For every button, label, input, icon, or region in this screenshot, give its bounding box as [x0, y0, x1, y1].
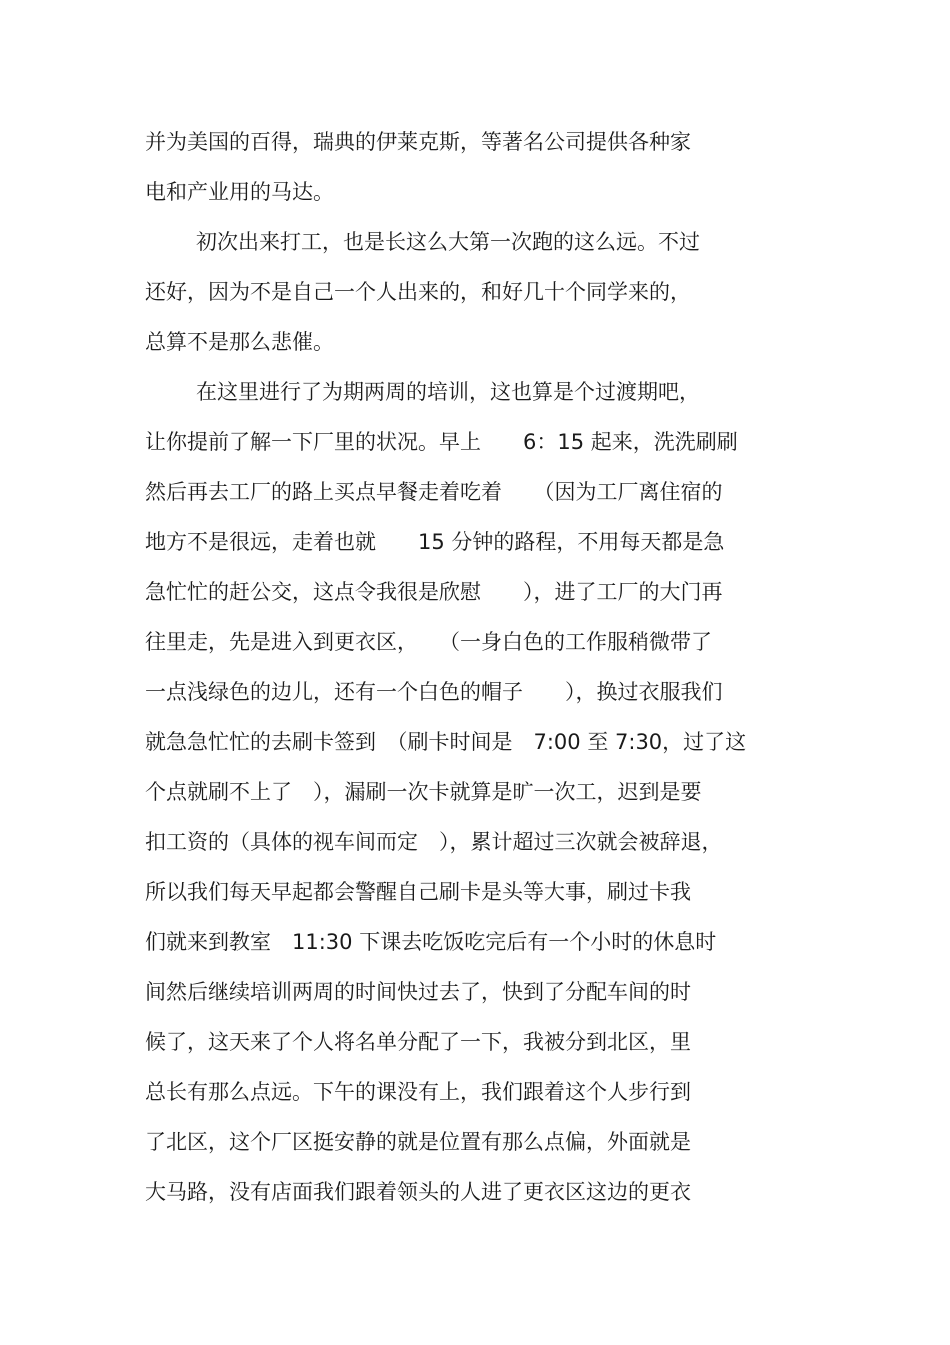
- text-line: 扣工资的（具体的视车间而定 ），累计超过三次就会被辞退，: [145, 830, 723, 854]
- text-line: 并为美国的百得，瑞典的伊莱克斯，等著名公司提供各种家: [145, 130, 691, 154]
- text-line: 所以我们每天早起都会警醒自己刷卡是头等大事，刷过卡我: [145, 880, 691, 904]
- text-line: 们就来到教室 11:30 下课去吃饭吃完后有一个小时的休息时: [145, 930, 717, 954]
- paragraph-first-line: 初次出来打工，也是长这么大第一次跑的这么远。不过: [196, 230, 700, 254]
- text-line: 总长有那么点远。下午的课没有上，我们跟着这个人步行到: [145, 1080, 691, 1104]
- text-line: 一点浅绿色的边儿，还有一个白色的帽子 ），换过衣服我们: [145, 680, 723, 704]
- text-line: 还好，因为不是自己一个人出来的，和好几十个同学来的，: [145, 280, 691, 304]
- text-line: 电和产业用的马达。: [145, 180, 334, 204]
- text-line: 往里走，先是进入到更衣区， （一身白色的工作服稍微带了: [145, 630, 712, 654]
- text-line: 让你提前了解一下厂里的状况。早上 6：15 起来，洗洗刷刷: [145, 430, 738, 454]
- text-line: 间然后继续培训两周的时间快过去了，快到了分配车间的时: [145, 980, 691, 1004]
- paragraph-first-line: 在这里进行了为期两周的培训，这也算是个过渡期吧，: [196, 380, 700, 404]
- text-line: 总算不是那么悲催。: [145, 330, 334, 354]
- text-line: 就急急忙忙的去刷卡签到 （刷卡时间是 7:00 至 7:30，过了这: [145, 730, 747, 754]
- text-line: 个点就刷不上了 ），漏刷一次卡就算是旷一次工，迟到是要: [145, 780, 702, 804]
- text-line: 大马路，没有店面我们跟着领头的人进了更衣区这边的更衣: [145, 1180, 691, 1204]
- text-line: 了北区，这个厂区挺安静的就是位置有那么点偏，外面就是: [145, 1130, 691, 1154]
- text-line: 候了，这天来了个人将名单分配了一下，我被分到北区，里: [145, 1030, 691, 1054]
- text-line: 地方不是很远，走着也就 15 分钟的路程，不用每天都是急: [145, 530, 725, 554]
- text-line: 然后再去工厂的路上买点早餐走着吃着 （因为工厂离住宿的: [145, 480, 723, 504]
- text-line: 急忙忙的赶公交，这点令我很是欣慰 ），进了工厂的大门再: [145, 580, 723, 604]
